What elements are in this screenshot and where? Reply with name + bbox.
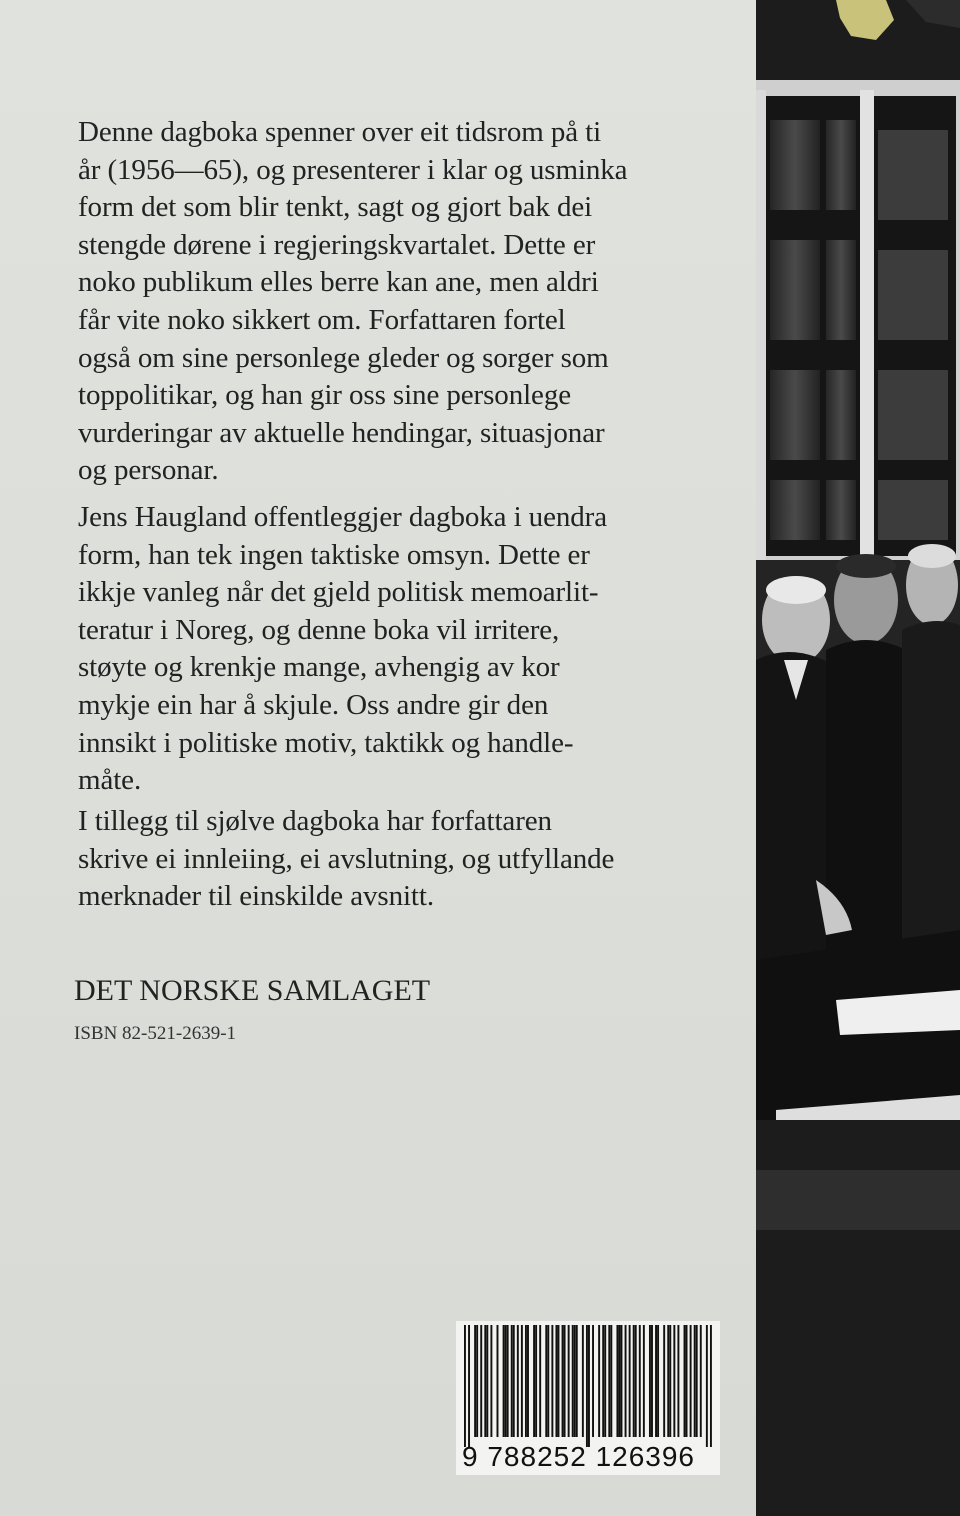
barcode-bar <box>505 1325 507 1437</box>
blurb-line: Jens Haugland offentleggjer dagboka i uendra <box>78 501 607 533</box>
barcode-bar <box>486 1325 488 1437</box>
barcode-bar <box>633 1325 635 1437</box>
barcode-bar <box>513 1325 515 1437</box>
barcode-bar <box>517 1325 519 1437</box>
barcode-bar <box>696 1325 698 1437</box>
barcode-bar <box>700 1325 702 1437</box>
barcode-bar <box>464 1325 466 1447</box>
barcode-bar <box>625 1325 627 1437</box>
barcode-bar <box>533 1325 535 1437</box>
barcode-bar <box>551 1325 553 1437</box>
blurb-line: innsikt i politiske motiv, taktikk og handle- <box>78 726 574 759</box>
barcode-bar <box>503 1325 505 1437</box>
barcode-bar <box>568 1325 570 1437</box>
blurb-line: og personar. <box>78 454 219 487</box>
barcode-bar <box>608 1325 610 1437</box>
barcode-bar <box>686 1325 688 1437</box>
barcode-bar <box>677 1325 679 1437</box>
blurb-paragraph-2 <box>78 499 758 800</box>
barcode-bar <box>480 1325 482 1437</box>
barcode-bar <box>621 1325 623 1437</box>
cabinet-meeting-photo <box>756 0 960 1516</box>
blurb-line: form det som blir tenkt, sagt og gjort bak dei <box>78 191 593 224</box>
blurb-line: mykje ein har å skjule. Oss andre gir den <box>78 688 549 721</box>
barcode-bar <box>547 1325 549 1437</box>
barcode-bars <box>464 1321 728 1447</box>
barcode-bar <box>521 1325 523 1437</box>
barcode-bar <box>651 1325 653 1437</box>
barcode-bar <box>574 1325 576 1437</box>
blurb-line: merknader til einskilde avsnitt. <box>78 880 434 913</box>
blurb-line: teratur i Noreg, og denne boka vil irritere, <box>78 613 560 646</box>
barcode-bar <box>527 1325 529 1437</box>
blurb-line: ikkje vanleg når det gjeld politisk memoarlit- <box>78 576 599 609</box>
barcode-bar <box>592 1325 594 1437</box>
barcode-bar <box>555 1325 557 1437</box>
barcode-bar <box>490 1325 492 1437</box>
barcode-bar <box>604 1325 606 1437</box>
barcode-bar <box>673 1325 675 1437</box>
barcode-bar <box>497 1325 499 1437</box>
barcode-bar <box>639 1325 641 1437</box>
barcode-bar <box>684 1325 686 1437</box>
barcode-bar <box>576 1325 578 1437</box>
barcode-bar <box>474 1325 476 1437</box>
blurb-paragraph-1 <box>78 114 758 490</box>
barcode-bar <box>649 1325 651 1437</box>
barcode-bar <box>667 1325 669 1437</box>
barcode-bar <box>694 1325 696 1437</box>
barcode-digits: 9 788252 126396 <box>462 1441 695 1472</box>
blurb-line: skrive ei innleiing, ei avslutning, og utfyllande <box>78 842 615 875</box>
barcode-bar <box>657 1325 659 1437</box>
publisher-name: DET NORSKE SAMLAGET <box>74 974 431 1007</box>
barcode-bar <box>562 1325 564 1437</box>
blurb-line: måte. <box>78 764 142 797</box>
barcode-bar <box>582 1325 584 1437</box>
barcode-bar <box>618 1325 620 1437</box>
barcode-bar <box>535 1325 537 1437</box>
blurb-line: Denne dagboka spenner over eit tidsrom på ti <box>78 116 602 148</box>
barcode-bar <box>610 1325 612 1437</box>
barcode-bar <box>476 1325 478 1437</box>
barcode-bar <box>602 1325 604 1437</box>
barcode-bar <box>690 1325 692 1437</box>
isbn-label: ISBN 82-521-2639-1 <box>74 1023 237 1044</box>
barcode-bar <box>635 1325 637 1437</box>
blurb-paragraph-3 <box>78 803 758 916</box>
blurb-line: toppolitikar, og han gir oss sine personlege <box>78 379 571 412</box>
barcode-bar <box>710 1325 712 1447</box>
barcode-bar <box>598 1325 600 1437</box>
blurb-line: I tillegg til sjølve dagboka har forfattaren <box>78 805 552 837</box>
barcode-bar <box>525 1325 527 1437</box>
blurb-line: får vite noko sikkert om. Forfattaren fortel <box>78 303 566 336</box>
barcode-bar <box>564 1325 566 1437</box>
barcode-bar <box>484 1325 486 1437</box>
cover-photo-strip <box>756 0 960 1516</box>
barcode-bar <box>616 1325 618 1437</box>
barcode-bar <box>572 1325 574 1437</box>
barcode-bar <box>539 1325 541 1437</box>
barcode-bar <box>588 1325 590 1447</box>
barcode-bar <box>545 1325 547 1437</box>
barcode-bar <box>643 1325 645 1437</box>
barcode-bar <box>507 1325 509 1437</box>
barcode-bar <box>663 1325 665 1437</box>
barcode-bar <box>655 1325 657 1437</box>
barcode-bar <box>669 1325 671 1437</box>
barcode-bar <box>706 1325 708 1447</box>
blurb-line: stengde dørene i regjeringskvartalet. Dette er <box>78 228 596 261</box>
blurb-line: år (1956—65), og presenterer i klar og usminka <box>78 153 628 186</box>
barcode-bar <box>629 1325 631 1437</box>
blurb-line: vurderingar av aktuelle hendingar, situasjonar <box>78 416 605 449</box>
blurb-line: også om sine personlege gleder og sorger som <box>78 341 609 374</box>
barcode-bar <box>511 1325 513 1437</box>
barcode-bar <box>468 1325 470 1447</box>
barcode-bar <box>586 1325 588 1447</box>
blurb-line: støyte og krenkje mange, avhengig av kor <box>78 651 560 684</box>
barcode-bar <box>558 1325 560 1437</box>
blurb-line: form, han tek ingen taktiske omsyn. Dette er <box>78 538 590 571</box>
blurb-line: noko publikum elles berre kan ane, men aldri <box>78 266 599 299</box>
